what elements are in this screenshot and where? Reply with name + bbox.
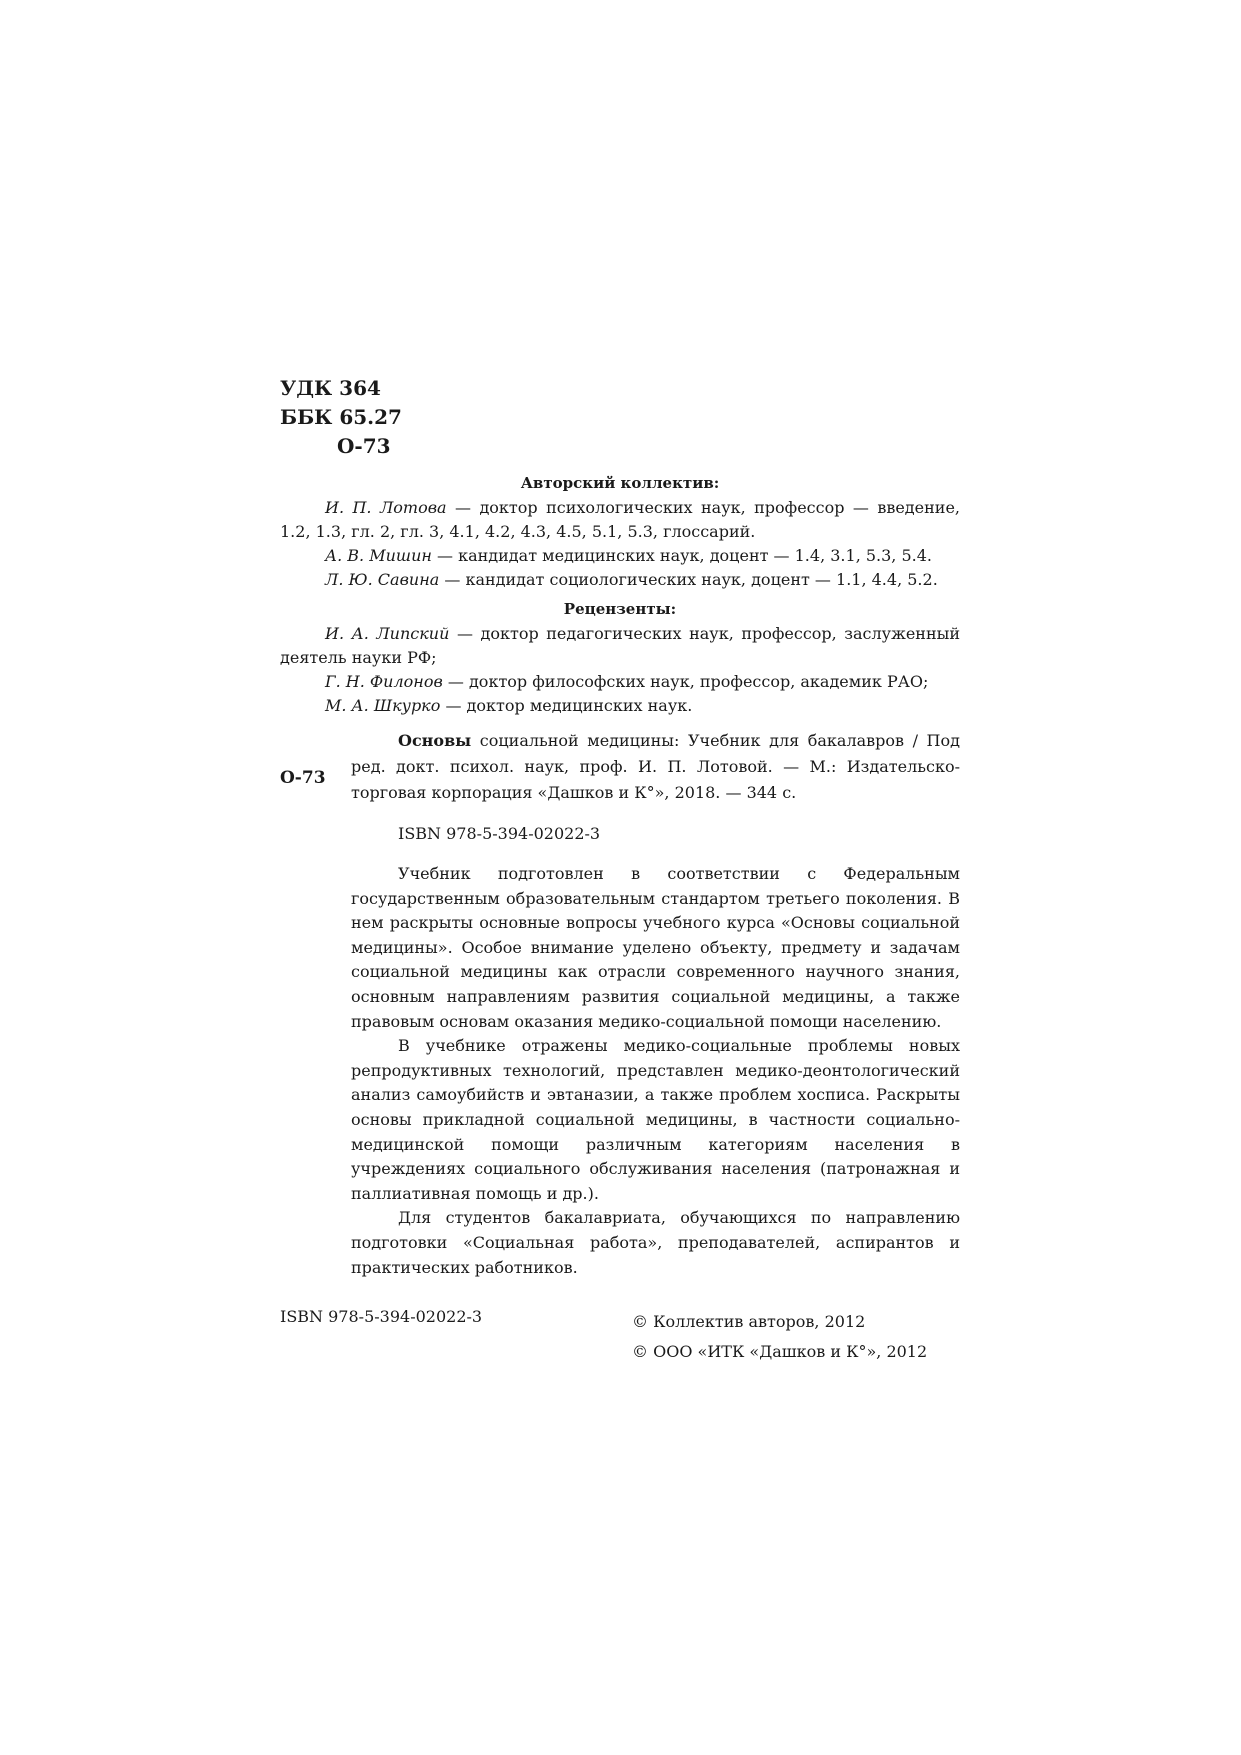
classification-codes — [280, 374, 402, 461]
reviewer-name: М. А. Шкурко — [325, 696, 441, 715]
author-entry — [280, 496, 960, 544]
bbk-code: ББК 65.27 — [280, 405, 402, 429]
annotation-paragraph: В учебнике отражены медико-социальные проблемы новых репродуктивных технологий, представлен медико-деонтологический анализ самоубийств и эвтаназии, а также проблем хосписа. Раскрыты основы прикладной социальной медицины, в частности социально-медицинской помощи различным категориям населения в учреждениях социального обслуживания населения (патронажная и паллиативная помощь и др.). — [351, 1036, 960, 1203]
bibliography-code: О-73 — [280, 768, 326, 788]
reviewers-title: Рецензенты: — [563, 600, 677, 618]
annotation-paragraph: Для студентов бакалавриата, обучающихся по направлению подготовки «Социальная работа», преподавателей, аспирантов и практических работников. — [351, 1208, 960, 1277]
author-mark: О-73 — [337, 434, 391, 458]
bibliographic-record — [351, 728, 960, 806]
copyright-authors: © Коллектив авторов, 2012 — [632, 1312, 866, 1331]
reviewer-desc: — доктор философских наук, профессор, академик РАО; — [442, 672, 929, 691]
authors-section — [280, 470, 960, 718]
reviewer-name: Г. Н. Филонов — [325, 672, 443, 691]
book-title-bold: Основы — [398, 731, 472, 750]
reviewer-entry — [280, 622, 960, 670]
author-desc: — кандидат социологических наук, доцент — 1.1, 4.4, 5.2. — [439, 570, 938, 589]
annotation — [351, 862, 960, 1280]
author-entry — [280, 544, 960, 568]
author-name: И. П. Лотова — [325, 498, 447, 517]
reviewer-entry — [280, 694, 960, 718]
author-name: А. В. Мишин — [325, 546, 432, 565]
annotation-paragraph: Учебник подготовлен в соответствии с Федеральным государственным образовательным стандартом третьего поколения. В нем раскрыты основные вопросы учебного курса «Основы социальной медицины». Особое внимание уделено объекту, предмету и задачам социальной медицины как отрасли современного научного знания, основным направлениям развития социальной медицины, а также правовым основам оказания медико-социальной помощи населению. — [351, 864, 960, 1031]
bibliographic-text — [351, 728, 960, 806]
bibliographic-rest: социальной медицины: Учебник для бакалавров / Под ред. докт. психол. наук, проф. И. П. Лотовой. — М.: Издательско-торговая корпорация «Дашков и К°», 2018. — 344 с. — [351, 731, 960, 802]
reviewer-name: И. А. Липский — [325, 624, 450, 643]
isbn-record: ISBN 978-5-394-02022-3 — [398, 824, 601, 843]
copyright-publisher: © ООО «ИТК «Дашков и К°», 2012 — [632, 1342, 928, 1361]
udk-code: УДК 364 — [280, 376, 381, 400]
footer-isbn: ISBN 978-5-394-02022-3 — [280, 1307, 483, 1326]
authors-title: Авторский коллектив: — [520, 474, 720, 492]
reviewer-entry — [280, 670, 960, 694]
copyright-block — [632, 1307, 927, 1367]
author-desc: — доктор психологических наук, профессор — введение, 1.2, 1.3, гл. 2, гл. 3, 4.1, 4.2, 4.3, 4.5, 5.1, 5.3, глоссарий. — [280, 498, 960, 541]
reviewer-desc: — доктор педагогических наук, профессор, заслуженный деятель науки РФ; — [280, 624, 961, 667]
author-name: Л. Ю. Савина — [325, 570, 440, 589]
author-entry — [280, 568, 960, 592]
reviewer-desc: — доктор медицинских наук. — [440, 696, 693, 715]
author-desc: — кандидат медицинских наук, доцент — 1.4, 3.1, 5.3, 5.4. — [431, 546, 933, 565]
